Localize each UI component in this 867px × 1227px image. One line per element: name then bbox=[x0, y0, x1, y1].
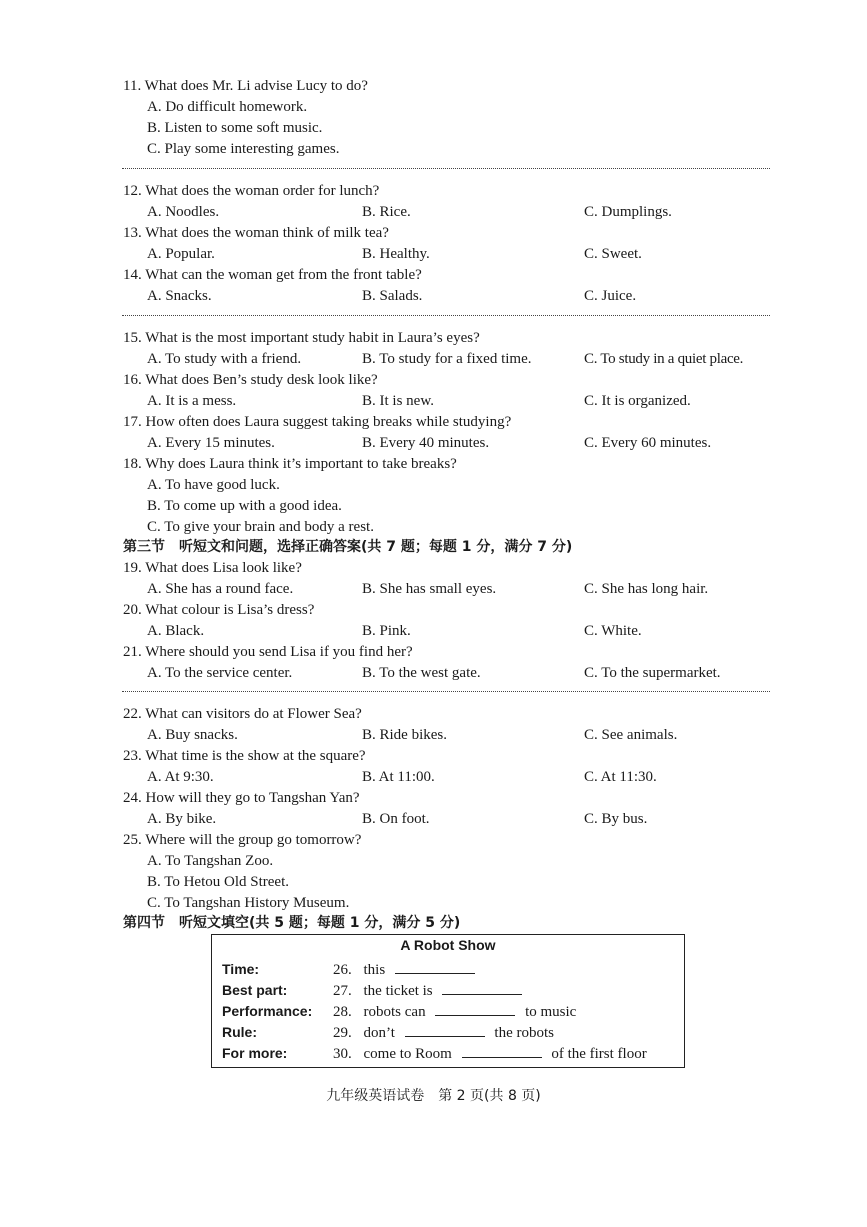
divider bbox=[122, 691, 770, 692]
option-16a: A. It is a mess. bbox=[147, 393, 237, 409]
option-20a: A. Black. bbox=[147, 623, 205, 639]
question-20: 20. What colour is Lisa’s dress? bbox=[123, 602, 315, 618]
option-21b: B. To the west gate. bbox=[362, 665, 481, 681]
option-25c: C. To Tangshan History Museum. bbox=[147, 895, 350, 911]
page-footer: 九年级英语试卷 第 2 页(共 8 页) bbox=[326, 1088, 541, 1104]
option-15a: A. To study with a friend. bbox=[147, 351, 302, 367]
option-19c: C. She has long hair. bbox=[584, 581, 709, 597]
row-label: For more: bbox=[222, 1045, 288, 1061]
row-suffix: to music bbox=[525, 1004, 577, 1020]
divider bbox=[122, 168, 770, 169]
row-number: 27. bbox=[333, 983, 352, 999]
option-14c: C. Juice. bbox=[584, 288, 637, 304]
option-25a: A. To Tangshan Zoo. bbox=[147, 853, 274, 869]
option-19a: A. She has a round face. bbox=[147, 581, 294, 597]
robot-show-row-best-part bbox=[222, 980, 682, 1000]
row-content bbox=[333, 980, 522, 1001]
robot-show-row-rule bbox=[222, 1022, 682, 1042]
row-prefix: come to Room bbox=[363, 1046, 452, 1062]
question-14: 14. What can the woman get from the front table? bbox=[123, 267, 422, 283]
row-content bbox=[333, 959, 475, 980]
row-prefix: the ticket is bbox=[363, 983, 433, 999]
option-22b: B. Ride bikes. bbox=[362, 727, 447, 743]
option-23a: A. At 9:30. bbox=[147, 769, 214, 785]
option-16b: B. It is new. bbox=[362, 393, 434, 409]
option-18a: A. To have good luck. bbox=[147, 477, 280, 493]
row-content bbox=[333, 1043, 647, 1064]
question-15: 15. What is the most important study habit in Laura’s eyes? bbox=[123, 330, 480, 346]
answer-blank-26[interactable] bbox=[395, 959, 475, 974]
option-17c: C. Every 60 minutes. bbox=[584, 435, 712, 451]
row-label: Performance: bbox=[222, 1003, 313, 1019]
answer-blank-28[interactable] bbox=[435, 1001, 515, 1016]
row-prefix: don’t bbox=[363, 1025, 395, 1041]
question-23: 23. What time is the show at the square? bbox=[123, 748, 366, 764]
option-14a: A. Snacks. bbox=[147, 288, 212, 304]
question-21: 21. Where should you send Lisa if you find her? bbox=[123, 644, 413, 660]
row-number: 28. bbox=[333, 1004, 352, 1020]
row-content bbox=[333, 1022, 554, 1043]
option-18c: C. To give your brain and body a rest. bbox=[147, 519, 374, 535]
row-content bbox=[333, 1001, 576, 1022]
option-15b: B. To study for a fixed time. bbox=[362, 351, 532, 367]
option-19b: B. She has small eyes. bbox=[362, 581, 497, 597]
question-19: 19. What does Lisa look like? bbox=[123, 560, 302, 576]
answer-blank-29[interactable] bbox=[405, 1022, 485, 1037]
robot-show-row-performance bbox=[222, 1001, 682, 1021]
option-13a: A. Popular. bbox=[147, 246, 215, 262]
row-number: 26. bbox=[333, 962, 352, 978]
section-3-heading: 第三节 听短文和问题，选择正确答案(共 7 题；每题 1 分，满分 7 分) bbox=[123, 539, 573, 555]
robot-show-title: A Robot Show bbox=[400, 937, 496, 953]
row-prefix: robots can bbox=[363, 1004, 426, 1020]
answer-blank-27[interactable] bbox=[442, 980, 522, 995]
option-13b: B. Healthy. bbox=[362, 246, 430, 262]
question-25: 25. Where will the group go tomorrow? bbox=[123, 832, 362, 848]
robot-show-table bbox=[211, 934, 685, 1068]
option-12a: A. Noodles. bbox=[147, 204, 220, 220]
option-24a: A. By bike. bbox=[147, 811, 217, 827]
question-22: 22. What can visitors do at Flower Sea? bbox=[123, 706, 362, 722]
question-18: 18. Why does Laura think it’s important to take breaks? bbox=[123, 456, 457, 472]
section-4-heading: 第四节 听短文填空(共 5 题；每题 1 分，满分 5 分) bbox=[123, 915, 461, 931]
option-20b: B. Pink. bbox=[362, 623, 411, 639]
robot-show-row-time bbox=[222, 959, 682, 979]
option-22a: A. Buy snacks. bbox=[147, 727, 238, 743]
option-11b: B. Listen to some soft music. bbox=[147, 120, 323, 136]
option-17b: B. Every 40 minutes. bbox=[362, 435, 490, 451]
option-21a: A. To the service center. bbox=[147, 665, 293, 681]
row-label: Time: bbox=[222, 961, 260, 977]
row-label: Rule: bbox=[222, 1024, 257, 1040]
option-14b: B. Salads. bbox=[362, 288, 423, 304]
robot-show-row-for-more bbox=[222, 1043, 682, 1063]
option-25b: B. To Hetou Old Street. bbox=[147, 874, 289, 890]
option-11c: C. Play some interesting games. bbox=[147, 141, 340, 157]
question-11: 11. What does Mr. Li advise Lucy to do? bbox=[123, 78, 368, 94]
option-13c: C. Sweet. bbox=[584, 246, 642, 262]
option-23b: B. At 11:00. bbox=[362, 769, 435, 785]
option-23c: C. At 11:30. bbox=[584, 769, 657, 785]
option-20c: C. White. bbox=[584, 623, 642, 639]
row-number: 30. bbox=[333, 1046, 352, 1062]
question-24: 24. How will they go to Tangshan Yan? bbox=[123, 790, 360, 806]
option-18b: B. To come up with a good idea. bbox=[147, 498, 342, 514]
option-24c: C. By bus. bbox=[584, 811, 648, 827]
row-number: 29. bbox=[333, 1025, 352, 1041]
option-24b: B. On foot. bbox=[362, 811, 430, 827]
option-16c: C. It is organized. bbox=[584, 393, 691, 409]
option-12b: B. Rice. bbox=[362, 204, 411, 220]
row-prefix: this bbox=[363, 962, 386, 978]
option-21c: C. To the supermarket. bbox=[584, 665, 721, 681]
question-13: 13. What does the woman think of milk tea? bbox=[123, 225, 389, 241]
question-17: 17. How often does Laura suggest taking breaks while studying? bbox=[123, 414, 512, 430]
option-12c: C. Dumplings. bbox=[584, 204, 672, 220]
divider bbox=[122, 315, 770, 316]
row-suffix: the robots bbox=[494, 1025, 554, 1041]
row-suffix: of the first floor bbox=[551, 1046, 647, 1062]
question-12: 12. What does the woman order for lunch? bbox=[123, 183, 380, 199]
option-17a: A. Every 15 minutes. bbox=[147, 435, 275, 451]
option-22c: C. See animals. bbox=[584, 727, 678, 743]
question-16: 16. What does Ben’s study desk look like? bbox=[123, 372, 378, 388]
option-15c: C. To study in a quiet place. bbox=[584, 351, 744, 367]
option-11a: A. Do difficult homework. bbox=[147, 99, 308, 115]
answer-blank-30[interactable] bbox=[462, 1043, 542, 1058]
row-label: Best part: bbox=[222, 982, 288, 998]
